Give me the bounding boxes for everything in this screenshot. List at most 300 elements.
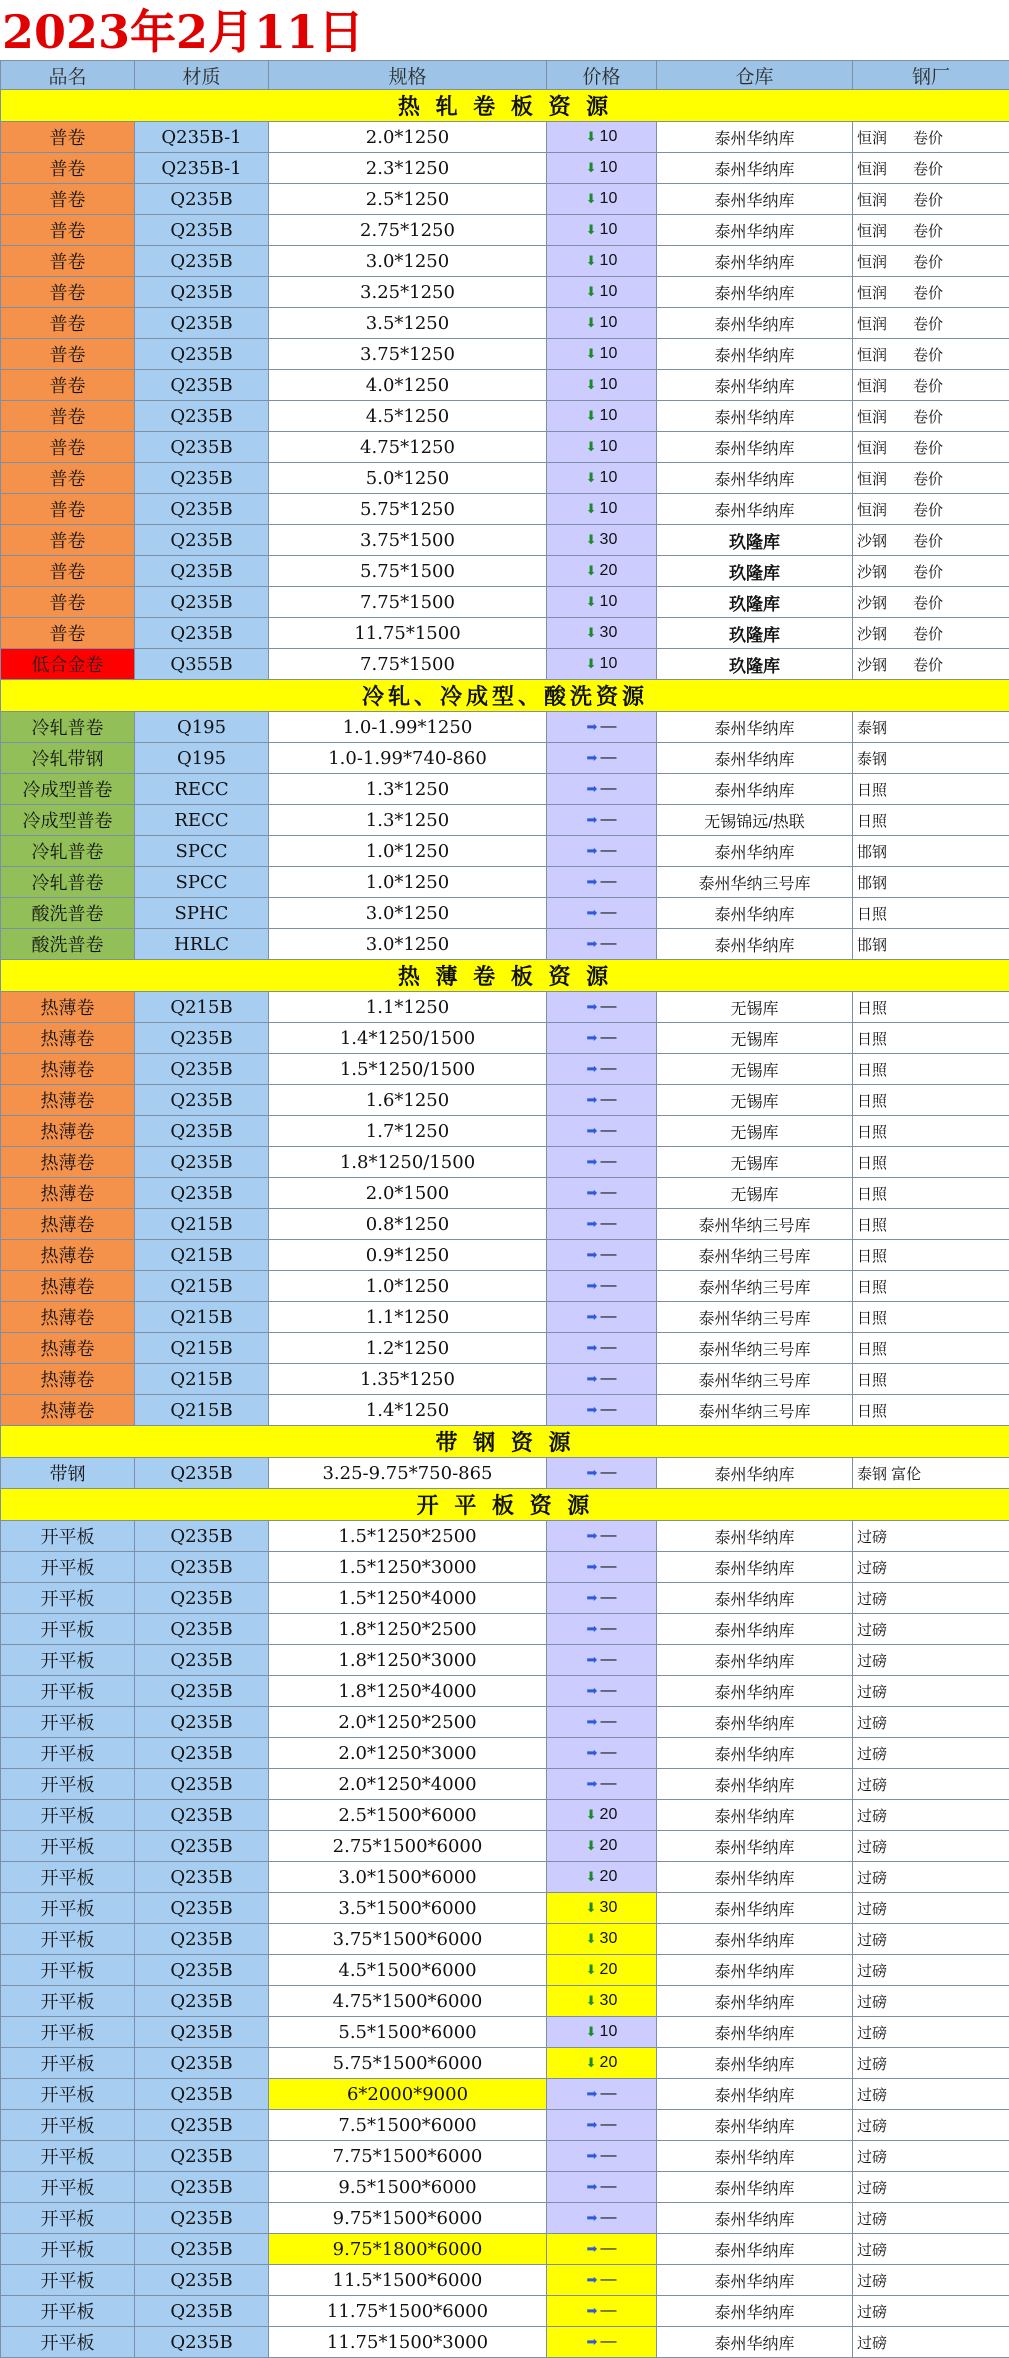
spec-cell: 1.3*1250 — [269, 805, 547, 836]
material-cell: Q235B — [135, 2327, 269, 2358]
mill-cell — [853, 2265, 1009, 2296]
mill-cell — [853, 2172, 1009, 2203]
product-name-cell: 开平板 — [1, 2141, 135, 2172]
material-cell: SPCC — [135, 836, 269, 867]
arrow-down-icon: ⬇ — [585, 1869, 597, 1884]
arrow-down-icon: ⬇ — [585, 470, 597, 485]
material-cell: Q215B — [135, 1209, 269, 1240]
price-note: 卷价 — [913, 315, 944, 333]
price-value: — — [600, 2178, 617, 2195]
warehouse-cell: 泰州华纳库 — [657, 1552, 853, 1583]
mill-cell — [853, 494, 1009, 525]
mill-name: 日照 — [857, 812, 888, 830]
product-name-cell: 冷轧普卷 — [1, 867, 135, 898]
mill-name: 日照 — [857, 1371, 888, 1389]
arrow-right-icon: ➡ — [586, 843, 598, 858]
warehouse-cell: 泰州华纳库 — [657, 774, 853, 805]
mill-name: 沙钢 — [857, 532, 888, 550]
table-row — [1, 122, 1009, 153]
warehouse-cell: 泰州华纳库 — [657, 1986, 853, 2017]
mill-cell — [853, 2327, 1009, 2358]
spec-cell: 5.5*1500*6000 — [269, 2017, 547, 2048]
mill-cell — [853, 370, 1009, 401]
warehouse-cell: 无锡库 — [657, 1178, 853, 1209]
mill-name: 过磅 — [857, 1745, 888, 1763]
table-row — [1, 1800, 1009, 1831]
product-name-cell: 普卷 — [1, 215, 135, 246]
material-cell: Q215B — [135, 1364, 269, 1395]
material-cell: Q235B — [135, 1085, 269, 1116]
material-cell: Q235B — [135, 2079, 269, 2110]
price-value: 10 — [599, 159, 618, 176]
price-value: — — [600, 2333, 617, 2350]
mill-cell — [853, 1085, 1009, 1116]
arrow-right-icon: ➡ — [586, 1309, 598, 1324]
material-cell: HRLC — [135, 929, 269, 960]
arrow-right-icon: ➡ — [586, 1371, 598, 1386]
arrow-right-icon: ➡ — [586, 1154, 598, 1169]
table-row — [1, 1521, 1009, 1552]
material-cell: Q235B — [135, 1645, 269, 1676]
price-value: 10 — [599, 221, 618, 238]
price-value: 30 — [599, 1899, 618, 1916]
table-row — [1, 2265, 1009, 2296]
arrow-down-icon: ⬇ — [585, 1807, 597, 1822]
mill-name: 过磅 — [857, 2241, 888, 2259]
price-value: — — [600, 1246, 617, 1263]
table-row — [1, 153, 1009, 184]
material-cell: Q235B — [135, 2203, 269, 2234]
mill-name: 恒润 — [857, 501, 888, 519]
table-row — [1, 463, 1009, 494]
spec-cell: 1.6*1250 — [269, 1085, 547, 1116]
arrow-down-icon: ⬇ — [585, 1931, 597, 1946]
price-table-body — [1, 61, 1009, 2358]
section-title: 带 钢 资 源 — [1, 1426, 1009, 1458]
mill-name: 日照 — [857, 781, 888, 799]
price-value: — — [600, 1091, 617, 1108]
table-row — [1, 649, 1009, 680]
table-row — [1, 2141, 1009, 2172]
material-cell: Q235B — [135, 618, 269, 649]
material-cell: SPCC — [135, 867, 269, 898]
price-value: — — [600, 1184, 617, 1201]
spec-cell: 11.5*1500*6000 — [269, 2265, 547, 2296]
price-cell — [547, 1614, 657, 1645]
warehouse-cell: 玖隆库 — [657, 525, 853, 556]
warehouse-cell: 泰州华纳库 — [657, 184, 853, 215]
table-row — [1, 587, 1009, 618]
arrow-right-icon: ➡ — [586, 2148, 598, 2163]
price-note: 卷价 — [913, 470, 944, 488]
price-cell — [547, 1085, 657, 1116]
spec-cell: 11.75*1500*6000 — [269, 2296, 547, 2327]
arrow-right-icon: ➡ — [586, 1123, 598, 1138]
price-cell — [547, 2265, 657, 2296]
spec-cell: 2.0*1250*3000 — [269, 1738, 547, 1769]
warehouse-cell: 泰州华纳库 — [657, 743, 853, 774]
price-cell — [547, 774, 657, 805]
spec-cell: 1.8*1250*2500 — [269, 1614, 547, 1645]
mill-cell — [853, 1054, 1009, 1085]
price-cell — [547, 1023, 657, 1054]
arrow-down-icon: ⬇ — [585, 129, 597, 144]
arrow-down-icon: ⬇ — [585, 1900, 597, 1915]
warehouse-cell: 泰州华纳库 — [657, 494, 853, 525]
mill-cell — [853, 1986, 1009, 2017]
spec-cell: 3.25*1250 — [269, 277, 547, 308]
spec-cell: 9.75*1500*6000 — [269, 2203, 547, 2234]
price-value: 10 — [599, 190, 618, 207]
mill-cell — [853, 1023, 1009, 1054]
price-value: — — [600, 2209, 617, 2226]
product-name-cell: 冷轧普卷 — [1, 836, 135, 867]
table-row — [1, 1552, 1009, 1583]
price-cell — [547, 1302, 657, 1333]
arrow-right-icon: ➡ — [586, 999, 598, 1014]
mill-name: 日照 — [857, 1247, 888, 1265]
header-mill: 钢厂 — [853, 61, 1009, 90]
table-row — [1, 1893, 1009, 1924]
warehouse-cell: 泰州华纳库 — [657, 1707, 853, 1738]
table-row — [1, 432, 1009, 463]
table-row — [1, 1707, 1009, 1738]
material-cell: Q235B — [135, 246, 269, 277]
spec-cell: 1.1*1250 — [269, 992, 547, 1023]
arrow-down-icon: ⬇ — [585, 346, 597, 361]
spec-cell: 1.0-1.99*740-860 — [269, 743, 547, 774]
table-row — [1, 1333, 1009, 1364]
warehouse-cell: 泰州华纳库 — [657, 1583, 853, 1614]
spec-cell: 2.5*1500*6000 — [269, 1800, 547, 1831]
material-cell: Q235B — [135, 1552, 269, 1583]
material-cell: Q215B — [135, 1271, 269, 1302]
material-cell: Q195 — [135, 712, 269, 743]
price-note: 卷价 — [913, 253, 944, 271]
mill-name: 过磅 — [857, 2210, 888, 2228]
warehouse-cell: 泰州华纳三号库 — [657, 1364, 853, 1395]
mill-name: 过磅 — [857, 1652, 888, 1670]
arrow-down-icon: ⬇ — [585, 501, 597, 516]
price-cell — [547, 1707, 657, 1738]
price-cell — [547, 2327, 657, 2358]
spec-cell: 4.5*1500*6000 — [269, 1955, 547, 1986]
spec-cell: 5.75*1500*6000 — [269, 2048, 547, 2079]
warehouse-cell: 泰州华纳库 — [657, 2110, 853, 2141]
mill-cell — [853, 1645, 1009, 1676]
mill-cell — [853, 1521, 1009, 1552]
price-value: 20 — [599, 1961, 618, 1978]
material-cell: Q235B — [135, 1769, 269, 1800]
mill-name: 过磅 — [857, 1993, 888, 2011]
mill-name: 日照 — [857, 1309, 888, 1327]
mill-cell — [853, 153, 1009, 184]
price-value: — — [600, 1464, 617, 1481]
mill-cell — [853, 774, 1009, 805]
mill-name: 日照 — [857, 1154, 888, 1172]
price-cell — [547, 1364, 657, 1395]
warehouse-cell: 泰州华纳库 — [657, 2172, 853, 2203]
product-name-cell: 开平板 — [1, 2017, 135, 2048]
price-cell — [547, 1676, 657, 1707]
price-cell — [547, 836, 657, 867]
table-row — [1, 743, 1009, 774]
mill-name: 日照 — [857, 1092, 888, 1110]
mill-cell — [853, 898, 1009, 929]
warehouse-cell: 泰州华纳三号库 — [657, 1240, 853, 1271]
table-row — [1, 1614, 1009, 1645]
warehouse-cell: 泰州华纳库 — [657, 401, 853, 432]
header-warehouse: 仓库 — [657, 61, 853, 90]
mill-cell — [853, 1707, 1009, 1738]
mill-cell — [853, 2048, 1009, 2079]
table-row — [1, 2327, 1009, 2358]
price-cell — [547, 1645, 657, 1676]
price-value: — — [600, 1153, 617, 1170]
price-cell — [547, 1769, 657, 1800]
material-cell: Q235B — [135, 401, 269, 432]
warehouse-cell: 泰州华纳三号库 — [657, 867, 853, 898]
price-cell — [547, 1240, 657, 1271]
warehouse-cell: 泰州华纳库 — [657, 2079, 853, 2110]
table-row — [1, 1769, 1009, 1800]
price-note: 卷价 — [913, 377, 944, 395]
product-name-cell: 开平板 — [1, 2172, 135, 2203]
page-title: 2023年2月11日 — [2, 5, 365, 59]
price-value: — — [600, 718, 617, 735]
price-value: — — [600, 811, 617, 828]
mill-cell — [853, 2234, 1009, 2265]
price-cell — [547, 1800, 657, 1831]
material-cell: Q235B — [135, 1862, 269, 1893]
warehouse-cell: 泰州华纳库 — [657, 1893, 853, 1924]
warehouse-cell: 泰州华纳库 — [657, 432, 853, 463]
price-value: — — [600, 1401, 617, 1418]
mill-cell — [853, 1676, 1009, 1707]
mill-name: 日照 — [857, 1340, 888, 1358]
product-name-cell: 普卷 — [1, 556, 135, 587]
arrow-right-icon: ➡ — [586, 2179, 598, 2194]
spec-cell: 1.3*1250 — [269, 774, 547, 805]
warehouse-cell: 泰州华纳库 — [657, 836, 853, 867]
product-name-cell: 冷成型普卷 — [1, 774, 135, 805]
price-value: — — [600, 935, 617, 952]
warehouse-cell: 泰州华纳库 — [657, 153, 853, 184]
warehouse-cell: 泰州华纳库 — [657, 277, 853, 308]
product-name-cell: 开平板 — [1, 1552, 135, 1583]
product-name-cell: 热薄卷 — [1, 1147, 135, 1178]
mill-name: 过磅 — [857, 1683, 888, 1701]
table-row — [1, 2110, 1009, 2141]
mill-name: 泰钢 — [857, 719, 888, 737]
material-cell: Q215B — [135, 1395, 269, 1426]
mill-name: 过磅 — [857, 1559, 888, 1577]
spec-cell: 2.0*1250*2500 — [269, 1707, 547, 1738]
warehouse-cell: 泰州华纳库 — [657, 1800, 853, 1831]
material-cell: Q235B — [135, 1893, 269, 1924]
mill-name: 恒润 — [857, 284, 888, 302]
product-name-cell: 热薄卷 — [1, 1302, 135, 1333]
product-name-cell: 热薄卷 — [1, 1178, 135, 1209]
mill-cell — [853, 2141, 1009, 2172]
arrow-down-icon: ⬇ — [585, 191, 597, 206]
mill-name: 沙钢 — [857, 656, 888, 674]
warehouse-cell: 玖隆库 — [657, 587, 853, 618]
material-cell: Q235B — [135, 2172, 269, 2203]
mill-name: 泰钢 — [857, 750, 888, 768]
warehouse-cell: 泰州华纳库 — [657, 1614, 853, 1645]
arrow-down-icon: ⬇ — [585, 160, 597, 175]
spec-cell: 2.5*1250 — [269, 184, 547, 215]
material-cell: Q235B — [135, 1614, 269, 1645]
material-cell: RECC — [135, 774, 269, 805]
mill-cell — [853, 246, 1009, 277]
warehouse-cell: 泰州华纳库 — [657, 308, 853, 339]
mill-name: 过磅 — [857, 1931, 888, 1949]
product-name-cell: 普卷 — [1, 370, 135, 401]
price-cell — [547, 1116, 657, 1147]
arrow-right-icon: ➡ — [586, 936, 598, 951]
table-row — [1, 1955, 1009, 1986]
mill-cell — [853, 122, 1009, 153]
price-value: — — [600, 1029, 617, 1046]
mill-name: 日照 — [857, 999, 888, 1017]
product-name-cell: 开平板 — [1, 1521, 135, 1552]
price-value: 30 — [599, 1930, 618, 1947]
price-value: — — [600, 1558, 617, 1575]
arrow-right-icon: ➡ — [586, 1030, 598, 1045]
price-cell — [547, 1583, 657, 1614]
product-name-cell: 开平板 — [1, 1769, 135, 1800]
mill-cell — [853, 1738, 1009, 1769]
warehouse-cell: 泰州华纳库 — [657, 712, 853, 743]
price-cell — [547, 1147, 657, 1178]
table-row — [1, 929, 1009, 960]
mill-cell — [853, 1178, 1009, 1209]
price-value: — — [600, 2147, 617, 2164]
product-name-cell: 普卷 — [1, 618, 135, 649]
mill-cell — [853, 867, 1009, 898]
spec-cell: 3.0*1250 — [269, 898, 547, 929]
arrow-down-icon: ⬇ — [585, 1993, 597, 2008]
product-name-cell: 普卷 — [1, 184, 135, 215]
mill-cell — [853, 1240, 1009, 1271]
product-name-cell: 开平板 — [1, 1645, 135, 1676]
table-row — [1, 1395, 1009, 1426]
table-row — [1, 525, 1009, 556]
material-cell: Q355B — [135, 649, 269, 680]
material-cell: Q235B — [135, 370, 269, 401]
price-cell — [547, 494, 657, 525]
mill-name: 恒润 — [857, 222, 888, 240]
price-value: 30 — [599, 1992, 618, 2009]
material-cell: Q195 — [135, 743, 269, 774]
section-title: 热 轧 卷 板 资 源 — [1, 90, 1009, 122]
mill-name: 过磅 — [857, 1869, 888, 1887]
mill-name: 恒润 — [857, 377, 888, 395]
arrow-down-icon: ⬇ — [585, 1962, 597, 1977]
mill-cell — [853, 1583, 1009, 1614]
product-name-cell: 热薄卷 — [1, 1240, 135, 1271]
mill-cell — [853, 1614, 1009, 1645]
price-cell — [547, 1333, 657, 1364]
table-row — [1, 618, 1009, 649]
price-value: — — [600, 1682, 617, 1699]
mill-cell — [853, 1116, 1009, 1147]
spec-cell: 1.5*1250*3000 — [269, 1552, 547, 1583]
table-row — [1, 494, 1009, 525]
spec-cell: 3.0*1500*6000 — [269, 1862, 547, 1893]
table-row — [1, 401, 1009, 432]
mill-cell — [853, 2203, 1009, 2234]
mill-cell — [853, 401, 1009, 432]
mill-name: 沙钢 — [857, 563, 888, 581]
price-cell — [547, 556, 657, 587]
price-value: 10 — [599, 500, 618, 517]
mill-name: 日照 — [857, 1123, 888, 1141]
product-name-cell: 开平板 — [1, 2234, 135, 2265]
spec-cell: 4.75*1500*6000 — [269, 1986, 547, 2017]
table-row — [1, 1116, 1009, 1147]
arrow-right-icon: ➡ — [586, 1247, 598, 1262]
table-row — [1, 774, 1009, 805]
product-name-cell: 开平板 — [1, 1614, 135, 1645]
product-name-cell: 酸洗普卷 — [1, 898, 135, 929]
spec-cell: 4.75*1250 — [269, 432, 547, 463]
product-name-cell: 普卷 — [1, 122, 135, 153]
price-value: — — [600, 1527, 617, 1544]
price-cell — [547, 463, 657, 494]
price-cell — [547, 1552, 657, 1583]
price-cell — [547, 1178, 657, 1209]
table-row — [1, 805, 1009, 836]
table-row — [1, 1302, 1009, 1333]
product-name-cell: 开平板 — [1, 1583, 135, 1614]
warehouse-cell: 泰州华纳三号库 — [657, 1395, 853, 1426]
price-value: 10 — [599, 593, 618, 610]
price-cell — [547, 2079, 657, 2110]
mill-name: 日照 — [857, 1030, 888, 1048]
table-row — [1, 2048, 1009, 2079]
price-cell — [547, 184, 657, 215]
spec-cell: 2.3*1250 — [269, 153, 547, 184]
spec-cell: 1.0*1250 — [269, 867, 547, 898]
product-name-cell: 开平板 — [1, 2265, 135, 2296]
price-value: 10 — [599, 283, 618, 300]
spec-cell: 1.5*1250/1500 — [269, 1054, 547, 1085]
material-cell: Q235B — [135, 2048, 269, 2079]
price-cell — [547, 712, 657, 743]
price-value: — — [600, 1215, 617, 1232]
arrow-right-icon: ➡ — [586, 1185, 598, 1200]
mill-name: 恒润 — [857, 191, 888, 209]
price-note: 卷价 — [913, 594, 944, 612]
price-value: 30 — [599, 624, 618, 641]
price-cell — [547, 1271, 657, 1302]
mill-name: 邯钢 — [857, 843, 888, 861]
mill-name: 过磅 — [857, 2055, 888, 2073]
warehouse-cell: 泰州华纳库 — [657, 1738, 853, 1769]
price-cell — [547, 1924, 657, 1955]
warehouse-cell: 无锡库 — [657, 1023, 853, 1054]
price-note: 卷价 — [913, 284, 944, 302]
product-name-cell: 普卷 — [1, 339, 135, 370]
arrow-down-icon: ⬇ — [585, 408, 597, 423]
product-name-cell: 普卷 — [1, 308, 135, 339]
spec-cell: 0.8*1250 — [269, 1209, 547, 1240]
warehouse-cell: 泰州华纳库 — [657, 2296, 853, 2327]
product-name-cell: 热薄卷 — [1, 1209, 135, 1240]
